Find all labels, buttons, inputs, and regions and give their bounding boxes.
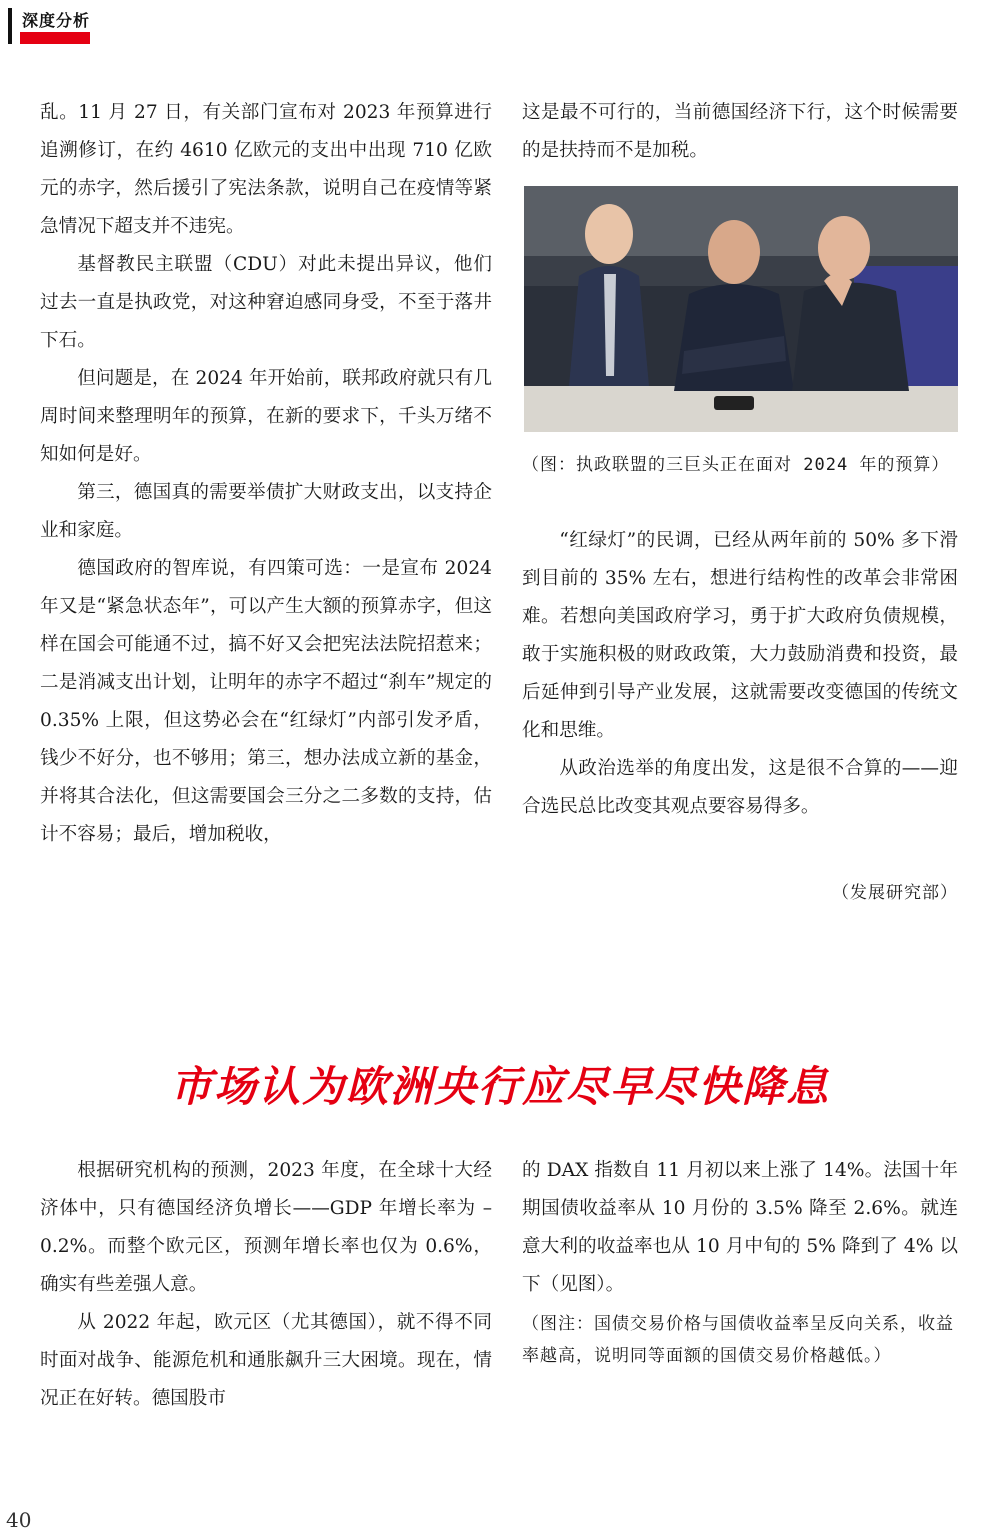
article-credit: （发展研究部）	[832, 883, 958, 903]
paragraph: 从 2022 年起，欧元区（尤其德国），就不得不同时面对战争、能源危机和通胀飙升三大困境。现在，情况正在好转。德国股市	[40, 1312, 492, 1409]
column-right-middle	[522, 522, 958, 826]
paragraph: 这是最不可行的，当前德国经济下行，这个时候需要的是扶持而不是加税。	[522, 102, 958, 161]
section-label: 深度分析	[22, 11, 91, 30]
page-number: 40	[6, 1508, 32, 1532]
column-left-bottom	[40, 1152, 492, 1418]
section-header	[0, 0, 100, 46]
paragraph: “红绿灯”的民调，已经从两年前的 50% 多下滑到目前的 35% 左右，想进行结构性的改革会非常困难。若想向美国政府学习，勇于扩大政府负债规模，敢于实施积极的财政政策，大力鼓励消费和投资，最后延伸到引导产业发展，这就需要改变德国的传统文化和思维。	[522, 530, 958, 741]
column-right-top	[522, 94, 958, 170]
article-headline: 市场认为欧洲央行应尽早尽快降息	[169, 1062, 830, 1111]
header-red-strip	[20, 32, 90, 44]
photo-illustration	[524, 186, 958, 432]
paragraph: 从政治选举的角度出发，这是很不合算的——迎合选民总比改变其观点要容易得多。	[522, 758, 958, 817]
photo-caption: （图：执政联盟的三巨头正在面对 2024 年的预算）	[522, 455, 950, 475]
header-bar	[8, 8, 12, 44]
paragraph: 第三，德国真的需要举债扩大财政支出，以支持企业和家庭。	[40, 482, 492, 541]
paragraph: 但问题是，在 2024 年开始前，联邦政府就只有几周时间来整理明年的预算，在新的要求下，千头万绪不知如何是好。	[40, 368, 492, 465]
paragraph: 乱。11 月 27 日，有关部门宣布对 2023 年预算进行追溯修订，在约 4610 亿欧元的支出中出现 710 亿欧元的赤字，然后援引了宪法条款，说明自己在疫情等紧急情况下超支并不违宪。	[40, 102, 492, 237]
paragraph: 根据研究机构的预测，2023 年度，在全球十大经济体中，只有德国经济负增长——GDP 年增长率为 –0.2%。而整个欧元区，预测年增长率也仅为 0.6%，确实有些差强人意。	[40, 1160, 492, 1295]
paragraph: 基督教民主联盟（CDU）对此未提出异议，他们过去一直是执政党，对这种窘迫感同身受，不至于落井下石。	[40, 254, 492, 351]
column-right-bottom	[522, 1152, 958, 1304]
column-left-top	[40, 94, 492, 854]
paragraph: 德国政府的智库说，有四策可选：一是宣布 2024 年又是“紧急状态年”，可以产生大额的预算赤字，但这样在国会可能通不过，搞不好又会把宪法法院招惹来；二是消减支出计划，让明年的赤字不超过“刹车”规定的 0.35% 上限，但这势必会在“红绿灯”内部引发矛盾，钱少不好分，也不够用；第三，想办法成立新的基金，并将其合法化，但这需要国会三分之二多数的支持，估计不容易；最后，增加税收，	[40, 558, 492, 845]
figure-note: （图注：国债交易价格与国债收益率呈反向关系，收益率越高，说明同等面额的国债交易价格越低。）	[522, 1314, 954, 1366]
photo-coalition-leaders	[524, 186, 958, 432]
paragraph: 的 DAX 指数自 11 月初以来上涨了 14%。法国十年期国债收益率从 10 月份的 3.5% 降至 2.6%。就连意大利的收益率也从 10 月中旬的 5% 降到了 4% 以下（见图）。	[522, 1160, 958, 1295]
